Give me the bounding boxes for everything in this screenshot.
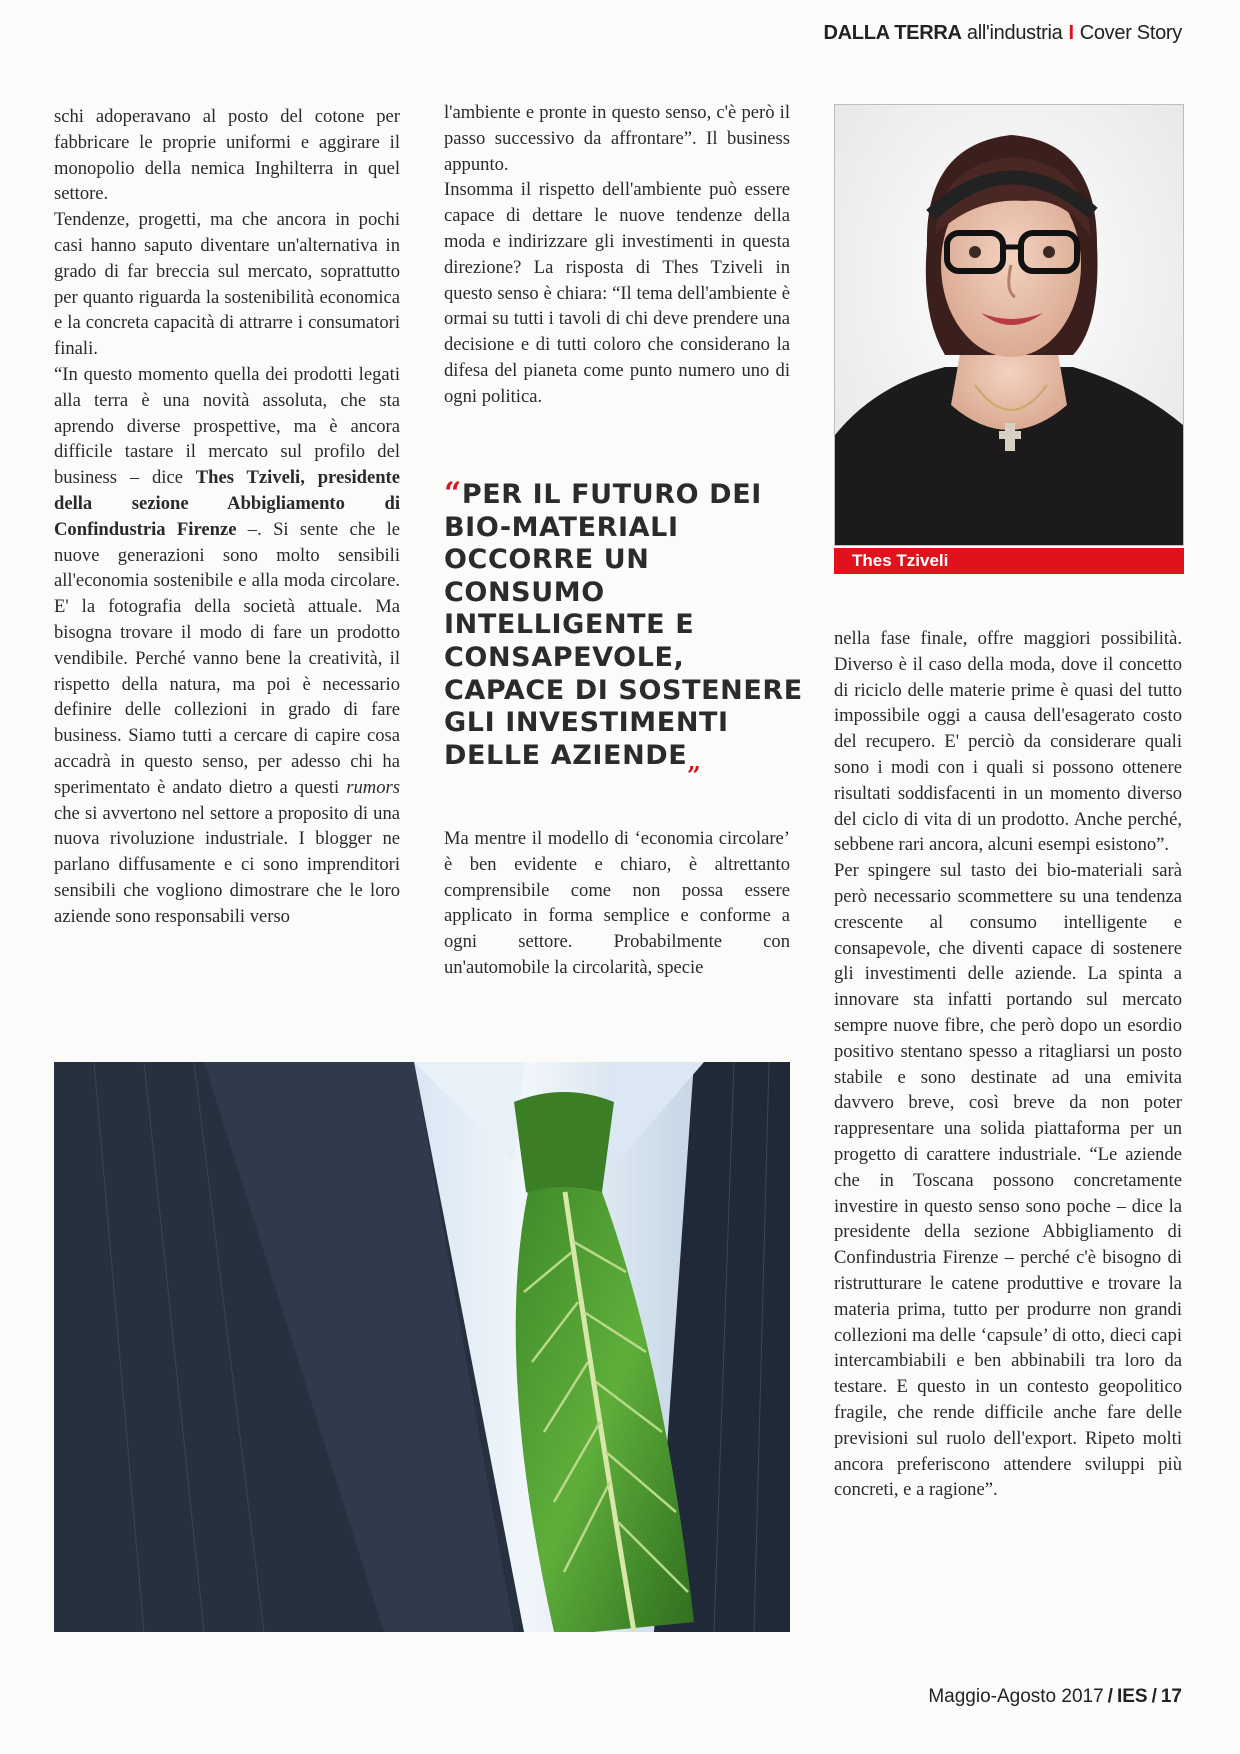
- text-run: che si avvertono nel settore a proposito di una nuova rivoluzione industriale. I blogger ne parlano diffusamente e ci sono imprenditori sensibili che vogliono dimostrare che le loro aziende sono responsabili verso: [54, 802, 400, 927]
- close-quote-mark: „: [687, 746, 702, 776]
- paragraph: schi adoperavano al posto del cotone per fabbricare le proprie uniformi e aggirare il monopolio della nemica Inghilterra in quel settore.: [54, 106, 400, 205]
- issue-date: Maggio-Agosto 2017: [928, 1686, 1104, 1707]
- section-title: DALLA TERRA: [823, 22, 962, 44]
- paragraph: nella fase finale, offre maggiori possibilità. Diverso è il caso della moda, dove il concetto di riciclo delle materie prime è quasi del tutto impossibile oggi a causa dell'esagerato costo del recupero. E' perciò da considerare quali sono i modi con i quali si possono ottenere risultati soddisfacenti in un momento diverso del ciclo di vita di un prodotto. Anche perché, sebbene rari ancora, alcuni esempi esistono”.: [834, 628, 1182, 856]
- text-run: –. Si sente che le nuove generazioni sono molto sensibili all'economia sostenibile e alla moda circolare. E' la fotografia della società attuale. Ma bisogna trovare il modo di fare un prodotto vendibile. Perché vanno bene la creatività, il rispetto della natura, ma poi è necessario definire delle collezioni in grado di fare business. Siamo tutti a cercare di capire cosa accadrà in questo senso, per adesso chi ha sperimentato è andato dietro a questi: [54, 518, 401, 798]
- category-label: Cover Story: [1079, 22, 1182, 44]
- speaker-name: Thes Tziveli, presidente della sezione Abbigliamento di Confindustria Firenze: [54, 467, 400, 540]
- header-separator: I: [1068, 22, 1074, 44]
- article-column-1: [54, 104, 400, 930]
- pull-quote: [444, 478, 804, 778]
- section-subtitle: all'industria: [961, 22, 1063, 44]
- footer-separator: /: [1107, 1686, 1113, 1707]
- suit-with-leaf-tie-icon: [54, 1062, 790, 1632]
- article-column-2-top: [444, 100, 790, 410]
- italic-term: rumors: [346, 776, 400, 798]
- article-column-3: [834, 626, 1182, 1503]
- photo-caption: Thes Tziveli: [834, 548, 1184, 574]
- paragraph: Insomma il rispetto dell'ambiente può essere capace di dettare le nuove tendenze della moda e indirizzare gli investimenti in questa direzione? La risposta di Thes Tziveli in questo senso è chiara: “Il tema dell'ambiente è ormai su tutti i tavoli di chi deve prendere una decisione e di tutti coloro che considerano la difesa del pianeta come punto numero uno di ogni politica.: [444, 179, 790, 407]
- paragraph: Tendenze, progetti, ma che ancora in pochi casi hanno saputo diventare un'alternativa in grado di far breccia sul mercato, soprattutto per quanto riguarda la sostenibilità economica e la concreta capacità di attrarre i consumatori finali.: [54, 209, 400, 360]
- footer-separator: /: [1151, 1686, 1157, 1707]
- running-head: [823, 22, 1182, 45]
- suit-leaf-tie-photo: [54, 1062, 790, 1632]
- page-number: 17: [1160, 1686, 1182, 1707]
- text-run: “In questo momento quella dei prodotti legati alla terra è una novità assoluta, che sta aprendo diverse prospettive, ma è ancora difficile tastare il mercato sul profilo del business – dice: [54, 363, 400, 489]
- paragraph: [54, 362, 400, 930]
- woman-portrait-icon: [835, 105, 1183, 545]
- portrait-photo: [834, 104, 1184, 546]
- magazine-name: IES: [1116, 1686, 1148, 1707]
- paragraph: Ma mentre il modello di ‘economia circolare’ è ben evidente e chiaro, è altrettanto comprensibile come non possa essere applicato in forma semplice e conforme a ogni settore. Probabilmente con un'automobile la circolarità, specie: [444, 828, 790, 978]
- open-quote-mark: “: [444, 476, 462, 511]
- pull-quote-text: PER IL FUTURO DEI BIO-MATERIALI OCCORRE UN CONSUMO INTELLIGENTE E CONSAPEVOLE, CAPACE DI SOSTENERE GLI INVESTIMENTI DELLE AZIENDE: [444, 479, 803, 771]
- paragraph: l'ambiente e pronte in questo senso, c'è però il passo successivo da affrontare”. Il business appunto.: [444, 102, 790, 175]
- paragraph: Per spingere sul tasto dei bio-materiali sarà però necessario scommettere su una tendenza crescente al consumo intelligente e consapevole, che diventi capace di sostenere gli investimenti delle aziende. La spinta a innovare sta infatti portando sul mercato sempre nuove fibre, che però dopo un esordio positivo stentano spesso a ritagliarsi un posto stabile e sono destinate ad una emivita davvero breve, così breve da non poter rappresentare una solida piattaforma per un progetto di carattere industriale. “Le aziende che in Toscana possono concretamente investire in questo senso sono poche – dice la presidente della sezione Abbigliamento di Confindustria Firenze – perché c'è bisogno di ristrutturare le catene produttive e trovare la materia prima, tutto per produrre non grandi collezioni ma delle ‘capsule’ di otto, dieci capi intercambiabili e ben abbinabili tra loro da testare. E questo in un contesto geopolitico fragile, che rende difficile anche fare delle previsioni sul ruolo dell'export. Ripeto molti ancora preferiscono attendere sviluppi più concreti, e a ragione”.: [834, 860, 1182, 1501]
- article-column-2-bottom: [444, 826, 790, 981]
- page-footer: [928, 1686, 1182, 1708]
